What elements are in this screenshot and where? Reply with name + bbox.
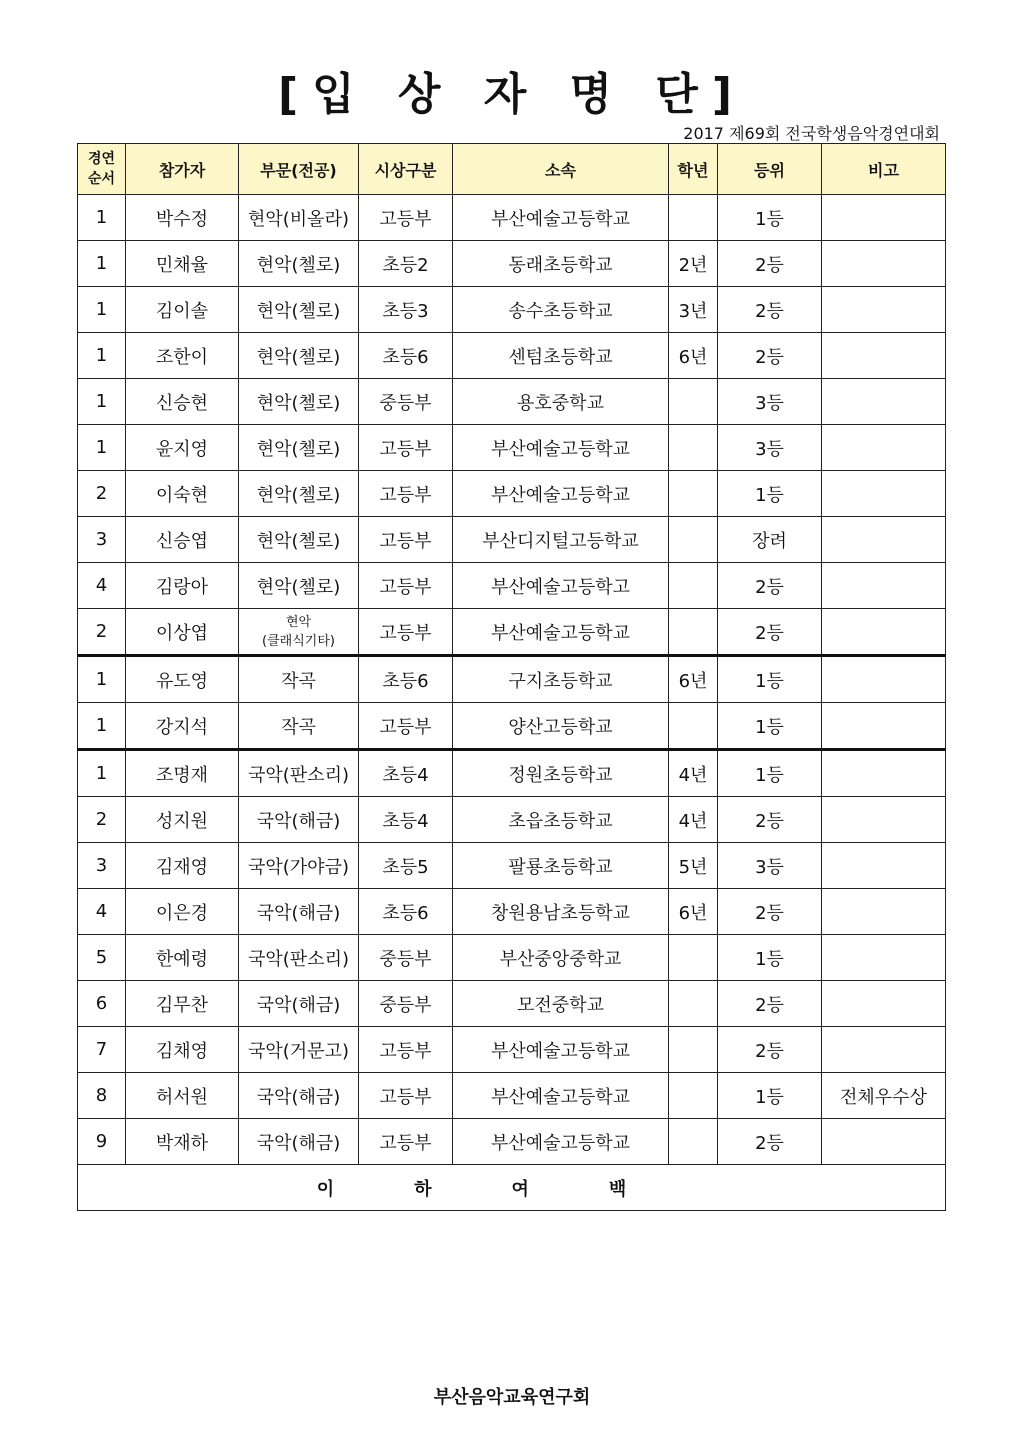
cell-category: 중등부 <box>359 935 453 981</box>
cell-grade: 3년 <box>669 287 718 333</box>
cell-name: 신승현 <box>126 379 239 425</box>
cell-rank: 2등 <box>718 563 822 609</box>
cell-school: 부산예술고등학고 <box>453 563 669 609</box>
page-title: [입 상 자 명 단] <box>277 69 746 120</box>
cell-school: 부산예술고등학교 <box>453 425 669 471</box>
table-row <box>78 333 946 379</box>
cell-note <box>822 517 946 563</box>
cell-note <box>822 241 946 287</box>
header-category: 시상구분 <box>359 144 453 195</box>
cell-name: 김재영 <box>126 843 239 889</box>
cell-grade: 4년 <box>669 797 718 843</box>
cell-note <box>822 1027 946 1073</box>
cell-division <box>239 609 359 656</box>
cell-division-line1: 현악 <box>285 614 312 630</box>
cell-note <box>822 333 946 379</box>
table-row <box>78 750 946 797</box>
cell-grade <box>669 517 718 563</box>
cell-rank: 장려 <box>718 517 822 563</box>
cell-note <box>822 889 946 935</box>
cell-order: 1 <box>78 333 126 379</box>
cell-category: 초등6 <box>359 333 453 379</box>
cell-category: 고등부 <box>359 471 453 517</box>
header-division: 부문(전공) <box>239 144 359 195</box>
cell-note <box>822 750 946 797</box>
cell-division: 국악(해금) <box>239 1119 359 1165</box>
table-body <box>78 195 946 1165</box>
cell-order: 4 <box>78 889 126 935</box>
cell-division: 현악(첼로) <box>239 379 359 425</box>
cell-division: 국악(해금) <box>239 1073 359 1119</box>
cell-rank: 3등 <box>718 425 822 471</box>
cell-school: 부산예술고등학교 <box>453 609 669 656</box>
cell-note <box>822 563 946 609</box>
cell-division: 현악(첼로) <box>239 333 359 379</box>
end-mark: 이하여백 <box>78 1165 946 1211</box>
cell-order: 1 <box>78 241 126 287</box>
cell-name: 윤지영 <box>126 425 239 471</box>
cell-name: 신승엽 <box>126 517 239 563</box>
cell-category: 초등6 <box>359 656 453 703</box>
table-row <box>78 981 946 1027</box>
cell-name: 강지석 <box>126 703 239 750</box>
cell-school: 창원용남초등학교 <box>453 889 669 935</box>
table-row <box>78 797 946 843</box>
cell-name: 이숙현 <box>126 471 239 517</box>
header-order-line2: 순서 <box>87 171 116 187</box>
cell-name: 김채영 <box>126 1027 239 1073</box>
cell-division: 국악(해금) <box>239 889 359 935</box>
cell-note <box>822 935 946 981</box>
cell-name: 박재하 <box>126 1119 239 1165</box>
table-row <box>78 241 946 287</box>
cell-name: 조명재 <box>126 750 239 797</box>
cell-rank: 2등 <box>718 609 822 656</box>
cell-division: 국악(판소리) <box>239 935 359 981</box>
cell-order: 6 <box>78 981 126 1027</box>
cell-grade <box>669 563 718 609</box>
cell-division: 국악(가야금) <box>239 843 359 889</box>
cell-rank: 2등 <box>718 889 822 935</box>
cell-division: 국악(판소리) <box>239 750 359 797</box>
cell-name: 허서원 <box>126 1073 239 1119</box>
cell-school: 부산예술고등학교 <box>453 1073 669 1119</box>
cell-note <box>822 195 946 241</box>
cell-note <box>822 981 946 1027</box>
organizer-footer: 부산음악교육연구회 <box>433 1387 591 1408</box>
cell-name: 유도영 <box>126 656 239 703</box>
cell-grade: 6년 <box>669 333 718 379</box>
cell-order: 2 <box>78 471 126 517</box>
table-header-row <box>78 144 946 195</box>
cell-order: 1 <box>78 703 126 750</box>
header-school: 소속 <box>453 144 669 195</box>
table-row <box>78 656 946 703</box>
cell-rank: 2등 <box>718 287 822 333</box>
cell-category: 초등4 <box>359 750 453 797</box>
header-order <box>78 144 126 195</box>
cell-rank: 1등 <box>718 1073 822 1119</box>
cell-school: 팔룡초등학교 <box>453 843 669 889</box>
table-row <box>78 1027 946 1073</box>
cell-category: 초등3 <box>359 287 453 333</box>
cell-note <box>822 425 946 471</box>
end-row <box>78 1165 946 1211</box>
cell-division: 국악(해금) <box>239 981 359 1027</box>
cell-division: 현악(첼로) <box>239 241 359 287</box>
cell-order: 3 <box>78 843 126 889</box>
table-row <box>78 517 946 563</box>
cell-category: 고등부 <box>359 1073 453 1119</box>
cell-category: 고등부 <box>359 563 453 609</box>
cell-order: 2 <box>78 609 126 656</box>
cell-grade <box>669 379 718 425</box>
cell-order: 1 <box>78 379 126 425</box>
cell-order: 1 <box>78 425 126 471</box>
cell-division: 현악(첼로) <box>239 471 359 517</box>
cell-name: 박수정 <box>126 195 239 241</box>
cell-school: 구지초등학교 <box>453 656 669 703</box>
cell-rank: 1등 <box>718 703 822 750</box>
cell-name: 김무찬 <box>126 981 239 1027</box>
cell-school: 초읍초등학교 <box>453 797 669 843</box>
cell-division: 현악(첼로) <box>239 563 359 609</box>
table-row <box>78 471 946 517</box>
cell-order: 1 <box>78 287 126 333</box>
cell-school: 모전중학교 <box>453 981 669 1027</box>
header-rank: 등위 <box>718 144 822 195</box>
cell-category: 중등부 <box>359 379 453 425</box>
cell-category: 고등부 <box>359 517 453 563</box>
header-grade: 학년 <box>669 144 718 195</box>
cell-division: 작곡 <box>239 656 359 703</box>
cell-order: 9 <box>78 1119 126 1165</box>
cell-grade <box>669 1119 718 1165</box>
cell-order: 8 <box>78 1073 126 1119</box>
table-row <box>78 703 946 750</box>
cell-division: 현악(첼로) <box>239 425 359 471</box>
header-note: 비고 <box>822 144 946 195</box>
table-row <box>78 609 946 656</box>
cell-rank: 2등 <box>718 1119 822 1165</box>
cell-school: 동래초등학교 <box>453 241 669 287</box>
cell-category: 고등부 <box>359 1027 453 1073</box>
cell-division: 국악(해금) <box>239 797 359 843</box>
cell-note <box>822 843 946 889</box>
cell-note <box>822 656 946 703</box>
cell-order: 1 <box>78 750 126 797</box>
cell-school: 부산예술고등학교 <box>453 195 669 241</box>
cell-category: 초등4 <box>359 797 453 843</box>
cell-order: 7 <box>78 1027 126 1073</box>
table-row <box>78 195 946 241</box>
cell-grade <box>669 471 718 517</box>
cell-division-line2: (클래식기타) <box>262 633 335 649</box>
cell-grade: 5년 <box>669 843 718 889</box>
cell-order: 1 <box>78 656 126 703</box>
cell-grade <box>669 935 718 981</box>
cell-category: 고등부 <box>359 1119 453 1165</box>
cell-name: 성지원 <box>126 797 239 843</box>
winners-table <box>77 143 946 1211</box>
cell-school: 부산디지털고등학교 <box>453 517 669 563</box>
cell-grade: 6년 <box>669 889 718 935</box>
cell-school: 정원초등학교 <box>453 750 669 797</box>
cell-name: 김이솔 <box>126 287 239 333</box>
cell-rank: 2등 <box>718 981 822 1027</box>
cell-school: 송수초등학교 <box>453 287 669 333</box>
table-row <box>78 889 946 935</box>
cell-rank: 3등 <box>718 843 822 889</box>
cell-school: 용호중학교 <box>453 379 669 425</box>
cell-rank: 1등 <box>718 471 822 517</box>
cell-school: 센텀초등학교 <box>453 333 669 379</box>
cell-order: 2 <box>78 797 126 843</box>
cell-division: 현악(비올라) <box>239 195 359 241</box>
cell-school: 부산예술고등학교 <box>453 471 669 517</box>
cell-category: 초등5 <box>359 843 453 889</box>
cell-division: 현악(첼로) <box>239 287 359 333</box>
cell-category: 고등부 <box>359 703 453 750</box>
cell-rank: 1등 <box>718 195 822 241</box>
table-row <box>78 1073 946 1119</box>
cell-note <box>822 609 946 656</box>
cell-rank: 2등 <box>718 333 822 379</box>
cell-order: 3 <box>78 517 126 563</box>
cell-grade <box>669 425 718 471</box>
cell-name: 이상엽 <box>126 609 239 656</box>
cell-rank: 1등 <box>718 750 822 797</box>
cell-name: 김랑아 <box>126 563 239 609</box>
cell-grade: 4년 <box>669 750 718 797</box>
header-order-line1: 경연 <box>87 151 116 167</box>
cell-rank: 2등 <box>718 1027 822 1073</box>
cell-school: 부산예술고등학교 <box>453 1119 669 1165</box>
cell-note <box>822 287 946 333</box>
cell-name: 민채율 <box>126 241 239 287</box>
table-row <box>78 843 946 889</box>
cell-name: 조한이 <box>126 333 239 379</box>
cell-school: 양산고등학교 <box>453 703 669 750</box>
cell-category: 고등부 <box>359 195 453 241</box>
cell-rank: 3등 <box>718 379 822 425</box>
table-row <box>78 287 946 333</box>
cell-category: 고등부 <box>359 425 453 471</box>
cell-grade <box>669 195 718 241</box>
cell-order: 1 <box>78 195 126 241</box>
header-name: 참가자 <box>126 144 239 195</box>
cell-note <box>822 703 946 750</box>
table-row <box>78 425 946 471</box>
cell-rank: 1등 <box>718 656 822 703</box>
cell-category: 중등부 <box>359 981 453 1027</box>
cell-grade <box>669 981 718 1027</box>
cell-division: 현악(첼로) <box>239 517 359 563</box>
cell-category: 초등2 <box>359 241 453 287</box>
cell-rank: 1등 <box>718 935 822 981</box>
cell-grade <box>669 1073 718 1119</box>
cell-rank: 2등 <box>718 797 822 843</box>
cell-division: 국악(거문고) <box>239 1027 359 1073</box>
cell-rank: 2등 <box>718 241 822 287</box>
cell-school: 부산예술고등학교 <box>453 1027 669 1073</box>
cell-note <box>822 797 946 843</box>
cell-note: 전체우수상 <box>822 1073 946 1119</box>
cell-order: 4 <box>78 563 126 609</box>
table-row <box>78 935 946 981</box>
cell-category: 고등부 <box>359 609 453 656</box>
contest-subtitle: 2017 제69회 전국학생음악경연대회 <box>683 124 940 143</box>
cell-grade: 6년 <box>669 656 718 703</box>
cell-category: 초등6 <box>359 889 453 935</box>
cell-grade <box>669 609 718 656</box>
cell-grade <box>669 703 718 750</box>
cell-note <box>822 1119 946 1165</box>
cell-note <box>822 379 946 425</box>
cell-name: 한예령 <box>126 935 239 981</box>
cell-grade: 2년 <box>669 241 718 287</box>
table-row <box>78 563 946 609</box>
cell-note <box>822 471 946 517</box>
cell-grade <box>669 1027 718 1073</box>
table-row <box>78 1119 946 1165</box>
cell-order: 5 <box>78 935 126 981</box>
cell-division: 작곡 <box>239 703 359 750</box>
cell-school: 부산중앙중학교 <box>453 935 669 981</box>
cell-name: 이은경 <box>126 889 239 935</box>
table-row <box>78 379 946 425</box>
